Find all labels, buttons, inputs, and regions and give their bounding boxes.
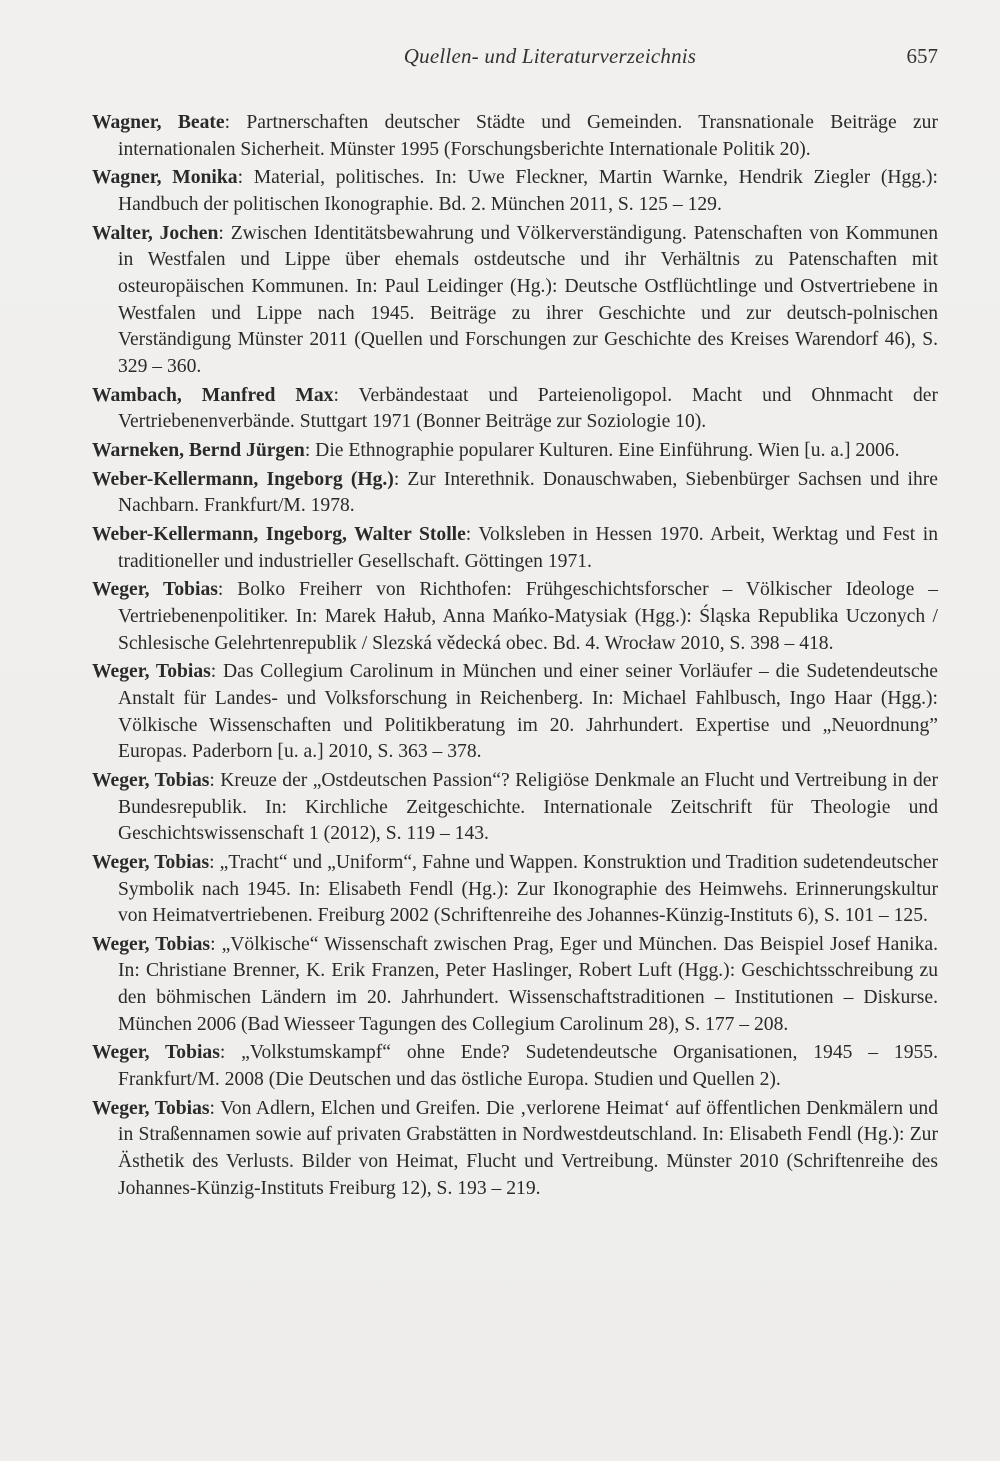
bibliography-entry bbox=[92, 659, 938, 765]
bibliography-entry bbox=[92, 467, 938, 520]
bibliography-entry bbox=[92, 165, 938, 218]
entry-author: Weber-Kellermann, Ingeborg, Walter Stolle bbox=[92, 524, 466, 546]
entry-text: : Material, politisches. In: Uwe Fleckner, Martin Warnke, Hendrik Ziegler (Hgg.): Handbuch der politischen Ikonographie. Bd. 2. München 2011, S. 125 – 129. bbox=[118, 167, 938, 215]
bibliography-entry bbox=[92, 850, 938, 930]
entry-author: Weger, Tobias bbox=[92, 1042, 220, 1064]
running-title: Quellen- und Literaturverzeichnis bbox=[403, 44, 697, 68]
entry-text: : Volksleben in Hessen 1970. Arbeit, Werktag und Fest in traditioneller und industrieller Gesellschaft. Göttingen 1971. bbox=[118, 524, 938, 572]
entry-author: Weber-Kellermann, Ingeborg (Hg.) bbox=[92, 468, 394, 490]
entry-author: Weger, Tobias bbox=[92, 769, 210, 791]
entry-author: Weger, Tobias bbox=[92, 851, 210, 873]
entry-author: Wambach, Manfred Max bbox=[92, 384, 334, 406]
entry-author: Warneken, Bernd Jürgen bbox=[92, 439, 305, 461]
entry-author: Wagner, Beate bbox=[92, 112, 225, 133]
entry-text: : Von Adlern, Elchen und Greifen. Die ‚verlorene Heimat‘ auf öffentlichen Denkmälern und in Straßennamen sowie auf privaten Grabstätten in Nordwestdeutschland. In: Elisabeth Fendl (Hg.): Zur Ästhetik des Verlusts. Bilder von Heimat, Flucht und Vertreibung. Münster 2010 (Schriftenreihe des Johannes-Künzig-Instituts Freiburg 12), S. 193 – 219. bbox=[118, 1097, 938, 1199]
bibliography-entry bbox=[92, 1040, 938, 1093]
running-header bbox=[92, 44, 938, 74]
entry-author: Weger, Tobias bbox=[92, 579, 218, 601]
bibliography-entry bbox=[92, 932, 938, 1038]
entry-text: : Zwischen Identitätsbewahrung und Völkerverständigung. Patenschaften von Kommunen in Westfalen und Lippe über ehemals ostdeutsche und ihr Verhältnis zu Patenschaften mit osteuropäischen Kommunen. In: Paul Leidinger (Hg.): Deutsche Ostflüchtlinge und Ostvertriebene in Westfalen und Lippe nach 1945. Beiträge zu ihrer Geschichte und zur deutsch-polnischen Verständigung Münster 2011 (Quellen und Forschungen zur Geschichte des Kreises Warendorf 46), S. 329 – 360. bbox=[118, 222, 938, 377]
entry-author: Weger, Tobias bbox=[92, 1097, 210, 1119]
entry-text: : Kreuze der „Ostdeutschen Passion“? Religiöse Denkmale an Flucht und Vertreibung in der Bundesrepublik. In: Kirchliche Zeitgeschichte. Internationale Zeitschrift für Theologie und Geschichtswissenschaft 1 (2012), S. 119 – 143. bbox=[118, 769, 938, 845]
bibliography-entry bbox=[92, 438, 938, 465]
entry-author: Walter, Jochen bbox=[92, 222, 219, 244]
entry-author: Weger, Tobias bbox=[92, 661, 211, 683]
entry-text: : „Volkstumskampf“ ohne Ende? Sudetendeutsche Organisationen, 1945 – 1955. Frankfurt/M. 2008 (Die Deutschen und das östliche Europa. Studien und Quellen 2). bbox=[118, 1042, 939, 1091]
bibliography-entry bbox=[92, 110, 938, 163]
bibliography-list bbox=[92, 110, 938, 1204]
bibliography-entry bbox=[92, 768, 938, 848]
bibliography-entry bbox=[92, 1096, 938, 1202]
bibliography-entry bbox=[92, 383, 938, 436]
entry-text: : Verbändestaat und Parteienoligopol. Macht und Ohnmacht der Vertriebenenverbände. Stuttgart 1971 (Bonner Beiträge zur Soziologie 10). bbox=[118, 384, 938, 433]
entry-text: : Bolko Freiherr von Richthofen: Frühgeschichtsforscher – Völkischer Ideologe – Vertriebenenpolitiker. In: Marek Hałub, Anna Mańko-Matysiak (Hgg.): Śląska Republika Uczonych / Schlesische Gelehrtenrepublik / Slezská vědecká obec. Bd. 4. Wrocław 2010, S. 398 – 418. bbox=[118, 579, 938, 654]
entry-text: : Die Ethnographie popularer Kulturen. Eine Einführung. Wien [u. a.] 2006. bbox=[304, 439, 900, 461]
entry-text: : Das Collegium Carolinum in München und einer seiner Vorläufer – die Sudetendeutsche Anstalt für Landes- und Volksforschung in Reichenberg. In: Michael Fahlbusch, Ingo Haar (Hgg.): Völkische Wissenschaften und Politikberatung im 20. Jahrhundert. Expertise und „Neuordnung” Europas. Paderborn [u. a.] 2010, S. 363 – 378. bbox=[118, 661, 939, 763]
entry-text: : Zur Interethnik. Donauschwaben, Siebenbürger Sachsen und ihre Nachbarn. Frankfurt/M. 1978. bbox=[118, 468, 938, 517]
bibliography-entry bbox=[92, 221, 938, 381]
bibliography-entry bbox=[92, 522, 938, 575]
entry-text: : Partnerschaften deutscher Städte und Gemeinden. Transnationale Beiträge zur internationalen Sicherheit. Münster 1995 (Forschungsberichte Internationale Politik 20). bbox=[118, 112, 938, 160]
bibliography-entry bbox=[92, 577, 938, 657]
entry-author: Wagner, Monika bbox=[92, 167, 238, 189]
entry-text: : „Tracht“ und „Uniform“, Fahne und Wappen. Konstruktion und Tradition sudetendeutscher Symbolik nach 1945. In: Elisabeth Fendl (Hg.): Zur Ikonographie des Heimwehs. Erinnerungskultur von Heimatvertriebenen. Freiburg 2002 (Schriftenreihe des Johannes-Künzig-Instituts 6), S. 101 – 125. bbox=[118, 851, 938, 927]
entry-text: : „Völkische“ Wissenschaft zwischen Prag, Eger und München. Das Beispiel Josef Hanika. In: Christiane Brenner, K. Erik Franzen, Peter Haslinger, Robert Luft (Hgg.): Geschichtsschreibung zu den böhmischen Ländern im 20. Jahrhundert. Wissenschaftstraditionen – Institutionen – Diskurse. München 2006 (Bad Wiesseer Tagungen des Collegium Carolinum 28), S. 177 – 208. bbox=[118, 933, 938, 1035]
page-number: 657 bbox=[906, 44, 938, 68]
entry-author: Weger, Tobias bbox=[92, 933, 211, 955]
